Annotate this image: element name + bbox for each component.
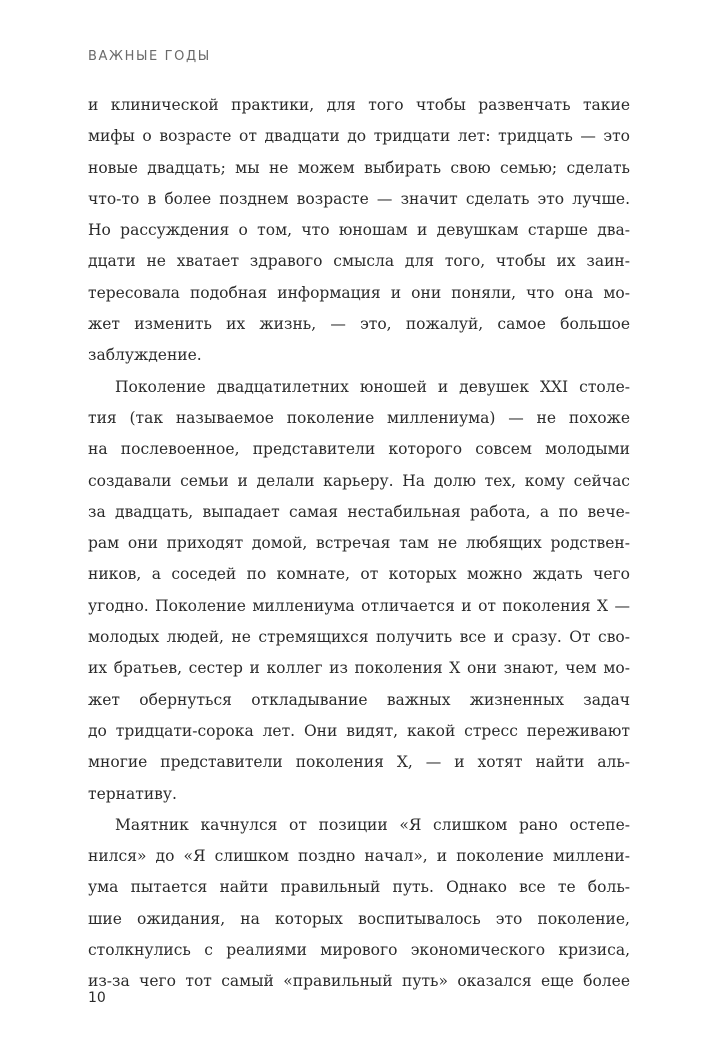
text-line: жет обернуться откладывание важных жизненных задач <box>88 690 630 709</box>
text-line: жет изменить их жизнь, — это, пожалуй, самое большое <box>88 315 630 334</box>
paragraph-first-line: Маятник качнулся от позиции «Я слишком рано остепе- <box>115 815 630 834</box>
text-line: многие представители поколения X, — и хотят найти аль- <box>88 753 630 772</box>
text-line: что-то в более позднем возрасте — значит сделать это лучше. <box>88 189 630 208</box>
body-text <box>88 90 630 998</box>
text-line: тия (так называемое поколение миллениума) — не похоже <box>88 408 630 427</box>
text-line: мифы о возрасте от двадцати до тридцати лет: тридцать — это <box>88 127 630 146</box>
page-number: 10 <box>88 990 106 1006</box>
text-line: молодых людей, не стремящихся получить все и сразу. От сво- <box>88 628 630 647</box>
text-line: и клинической практики, для того чтобы развенчать такие <box>88 96 630 114</box>
text-line: новые двадцать; мы не можем выбирать свою семью; сделать <box>88 158 630 177</box>
text-line: создавали семьи и делали карьеру. На долю тех, кому сейчас <box>88 471 630 490</box>
paragraph-end-line: заблуждение. <box>88 346 202 365</box>
text-line: нился» до «Я слишком поздно начал», и поколение миллени- <box>88 847 630 866</box>
text-line: за двадцать, выпадает самая нестабильная работа, а по вече- <box>88 502 630 521</box>
text-line: столкнулись с реалиями мирового экономического кризиса, <box>88 941 630 960</box>
text-line: ума пытается найти правильный путь. Однако все те боль- <box>88 878 630 897</box>
text-line: рам они приходят домой, встречая там не любящих родствен- <box>88 534 630 553</box>
paragraph-first-line: Поколение двадцатилетних юношей и девушек XXI столе- <box>115 377 630 396</box>
text-line: шие ожидания, на которых воспитывалось это поколение, <box>88 909 630 928</box>
paragraph-end-line: тернативу. <box>88 784 177 803</box>
text-line: угодно. Поколение миллениума отличается и от поколения X — <box>88 596 630 615</box>
text-line: дцати не хватает здравого смысла для того, чтобы их заин- <box>88 252 630 271</box>
text-line: Но рассуждения о том, что юношам и девушкам старше два- <box>88 221 630 240</box>
text-line: до тридцати-сорока лет. Они видят, какой стресс переживают <box>88 721 630 740</box>
text-line: тересовала подобная информация и они поняли, что она мо- <box>88 283 630 302</box>
text-line: их братьев, сестер и коллег из поколения X они знают, чем мо- <box>88 659 630 678</box>
text-line: на послевоенное, представители которого совсем молодыми <box>88 440 630 459</box>
running-head: ВАЖНЫЕ ГОДЫ <box>88 49 211 64</box>
text-line: ников, а соседей по комнате, от которых можно ждать чего <box>88 565 630 584</box>
text-line: из-за чего тот самый «правильный путь» оказался еще более <box>88 972 630 991</box>
